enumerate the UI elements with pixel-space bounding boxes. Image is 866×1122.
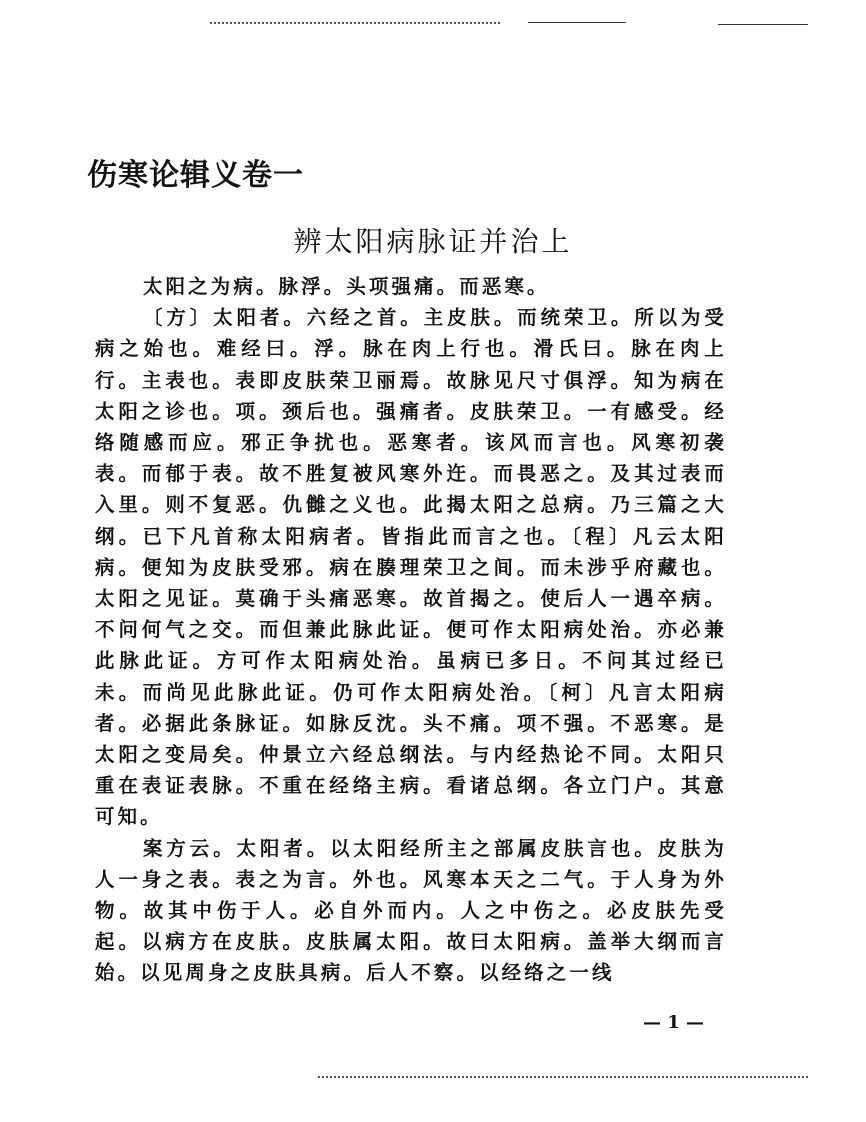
paragraph-commentary: 〔方〕太阳者。六经之首。主皮肤。而统荣卫。所以为受病之始也。难经曰。浮。脉在肉上行也。滑氏曰。脉在肉上行。主表也。表即皮肤荣卫丽焉。故脉见尺寸俱浮。知为病在太阳之诊也。项。颈后也。强痛者。皮肤荣卫。一有感受。经络随感而应。邪正争扰也。恶寒者。该风而言也。风寒初袭表。而郁于表。故不胜复被风寒外迕。而畏恶之。及其过表而入里。则不复恶。仇雠之义也。此揭太阳之总病。乃三篇之大纲。已下凡首称太阳病者。皆指此而言之也。〔程〕凡云太阳病。便知为皮肤受邪。病在腠理荣卫之间。而未涉乎府藏也。太阳之见证。莫确于头痛恶寒。故首揭之。使后人一遇卒病。不问何气之交。而但兼此脉此证。便可作太阳病处治。亦必兼此脉此证。方可作太阳病处治。虽病已多日。不问其过经已未。而尚见此脉此证。仍可作太阳病处治。〔柯〕凡言太阳病者。必据此条脉证。如脉反沈。头不痛。项不强。不恶寒。是太阳之变局矣。仲景立六经总纲法。与内经热论不同。太阳只重在表证表脉。不重在经络主病。看诸总纲。各立门户。其意可知。 (95, 306, 727, 829)
chapter-title: 伤寒论辑义卷一 (87, 158, 304, 193)
scan-artifact-top-right (718, 24, 808, 25)
paragraph-main-clause: 太阳之为病。脉浮。头项强痛。而恶寒。 (143, 275, 550, 298)
section-title: 辨太阳病脉证并治上 (293, 225, 573, 258)
paragraph-author-note: 案方云。太阳者。以太阳经所主之部属皮肤言也。皮肤为人一身之表。表之为言。外也。风寒本天之二气。于人身为外物。故其中伤于人。必自外而内。人之中伤之。必皮肤先受起。以病方在皮肤。皮肤属太阳。故曰太阳病。盖举大纲而言始。以见周身之皮肤具病。后人不察。以经络之一线 (95, 836, 727, 985)
scan-artifact-bottom (318, 1076, 808, 1078)
scan-artifact-top-middle (528, 22, 626, 23)
scan-artifact-top-left (210, 22, 500, 24)
page-number: — 1 — (643, 1012, 705, 1033)
body-text (95, 271, 727, 989)
